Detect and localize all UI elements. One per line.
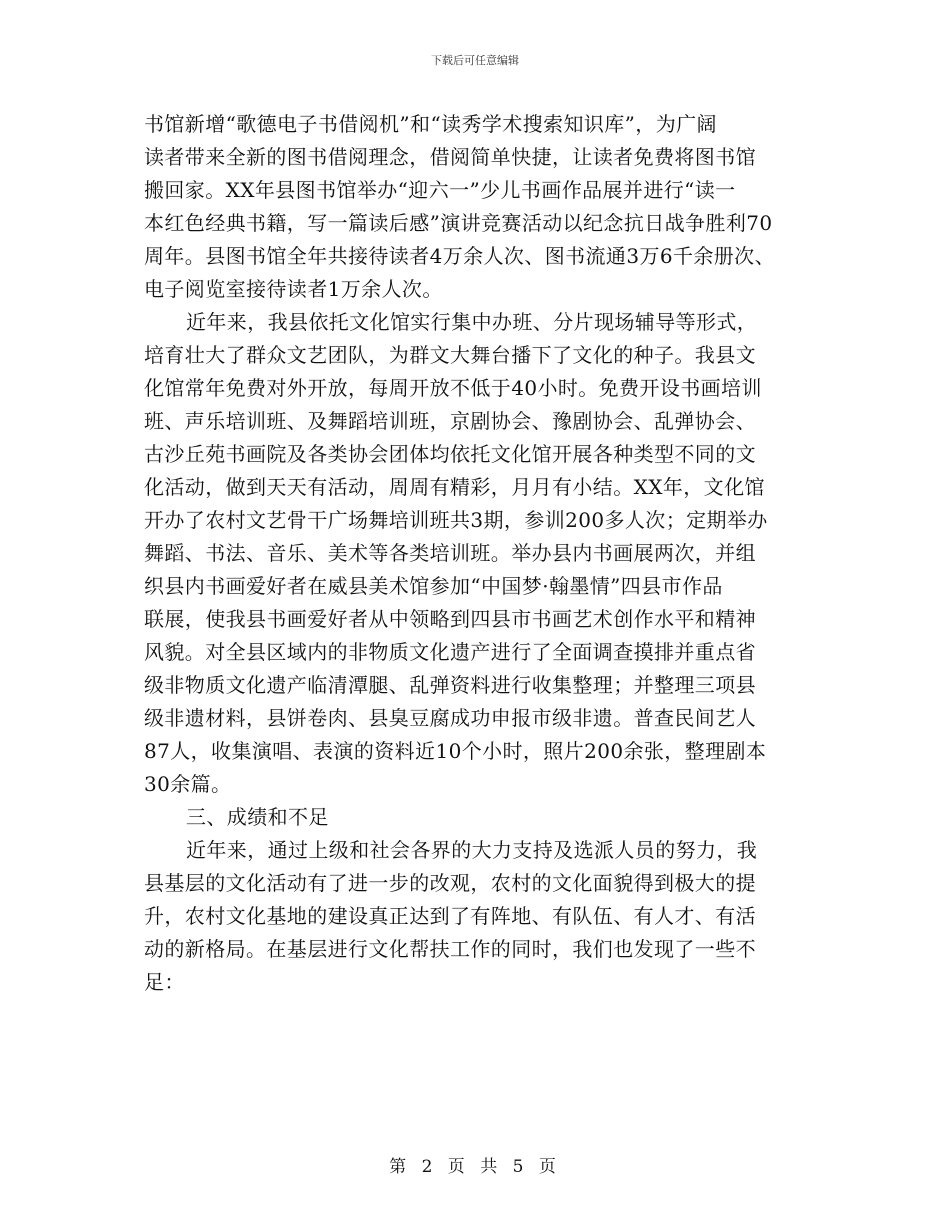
page-number-footer: 第 2 页 共 5 页: [389, 1157, 561, 1177]
text-line: 电子阅览室接待读者1万余人次。: [144, 277, 443, 301]
text-line: 87人，收集演唱、表演的资料近10个小时，照片200余张，整理剧本: [144, 739, 767, 763]
text-line: 联展，使我县书画爱好者从中领略到四县市书画艺术创作水平和精神: [144, 607, 756, 631]
text-line: 级非遗材料，县饼卷肉、县臭豆腐成功申报市级非遗。普查民间艺人: [144, 706, 756, 730]
text-line: 班、声乐培训班、及舞蹈培训班，京剧协会、豫剧协会、乱弹协会、: [144, 409, 756, 433]
text-line: 周年。县图书馆全年共接待读者4万余人次、图书流通3万6千余册次、: [144, 244, 775, 268]
text-line: 化活动，做到天天有活动，周周有精彩，月月有小结。XX年，文化馆: [144, 475, 765, 499]
document-body: [144, 108, 824, 999]
text-line: 三、成绩和不足: [186, 805, 329, 829]
text-line: 读者带来全新的图书借阅理念，借阅简单快捷，让读者免费将图书馆: [144, 145, 756, 169]
text-line: 足：: [144, 970, 185, 994]
text-line: 织县内书画爱好者在威县美术馆参加“中国梦·翰墨情”四县市作品: [144, 574, 723, 598]
text-line: 风貌。对全县区域内的非物质文化遗产进行了全面调查摸排并重点省: [144, 640, 756, 664]
text-line: 书馆新增“歌德电子书借阅机”和“读秀学术搜索知识库”，为广阔: [144, 112, 717, 136]
text-line: 县基层的文化活动有了进一步的改观，农村的文化面貌得到极大的提: [144, 871, 756, 895]
page-header: 下载后可任意编辑: [431, 54, 519, 67]
text-line: 动的新格局。在基层进行文化帮扶工作的同时，我们也发现了一些不: [144, 937, 756, 961]
text-line: 化馆常年免费对外开放，每周开放不低于40小时。免费开设书画培训: [144, 376, 762, 400]
text-line: 古沙丘苑书画院及各类协会团体均依托文化馆开展各种类型不同的文: [144, 442, 756, 466]
text-line: 搬回家。XX年县图书馆举办“迎六一”少儿书画作品展并进行“读一: [144, 178, 736, 202]
text-line: 升，农村文化基地的建设真正达到了有阵地、有队伍、有人才、有活: [144, 904, 756, 928]
text-line: 30余篇。: [144, 772, 232, 796]
text-line: 开办了农村文艺骨干广场舞培训班共3期，参训200多人次；定期举办: [144, 508, 768, 532]
text-line: 本红色经典书籍，写一篇读后感”演讲竞赛活动以纪念抗日战争胜利70: [144, 211, 773, 235]
text-line: 培育壮大了群众文艺团队，为群文大舞台播下了文化的种子。我县文: [144, 343, 756, 367]
text-line: 舞蹈、书法、音乐、美术等各类培训班。举办县内书画展两次，并组: [144, 541, 756, 565]
text-line: 近年来，我县依托文化馆实行集中办班、分片现场辅导等形式，: [186, 310, 758, 334]
text-line: 近年来，通过上级和社会各界的大力支持及选派人员的努力，我: [186, 838, 758, 862]
text-line: 级非物质文化遗产临清潭腿、乱弹资料进行收集整理；并整理三项县: [144, 673, 756, 697]
